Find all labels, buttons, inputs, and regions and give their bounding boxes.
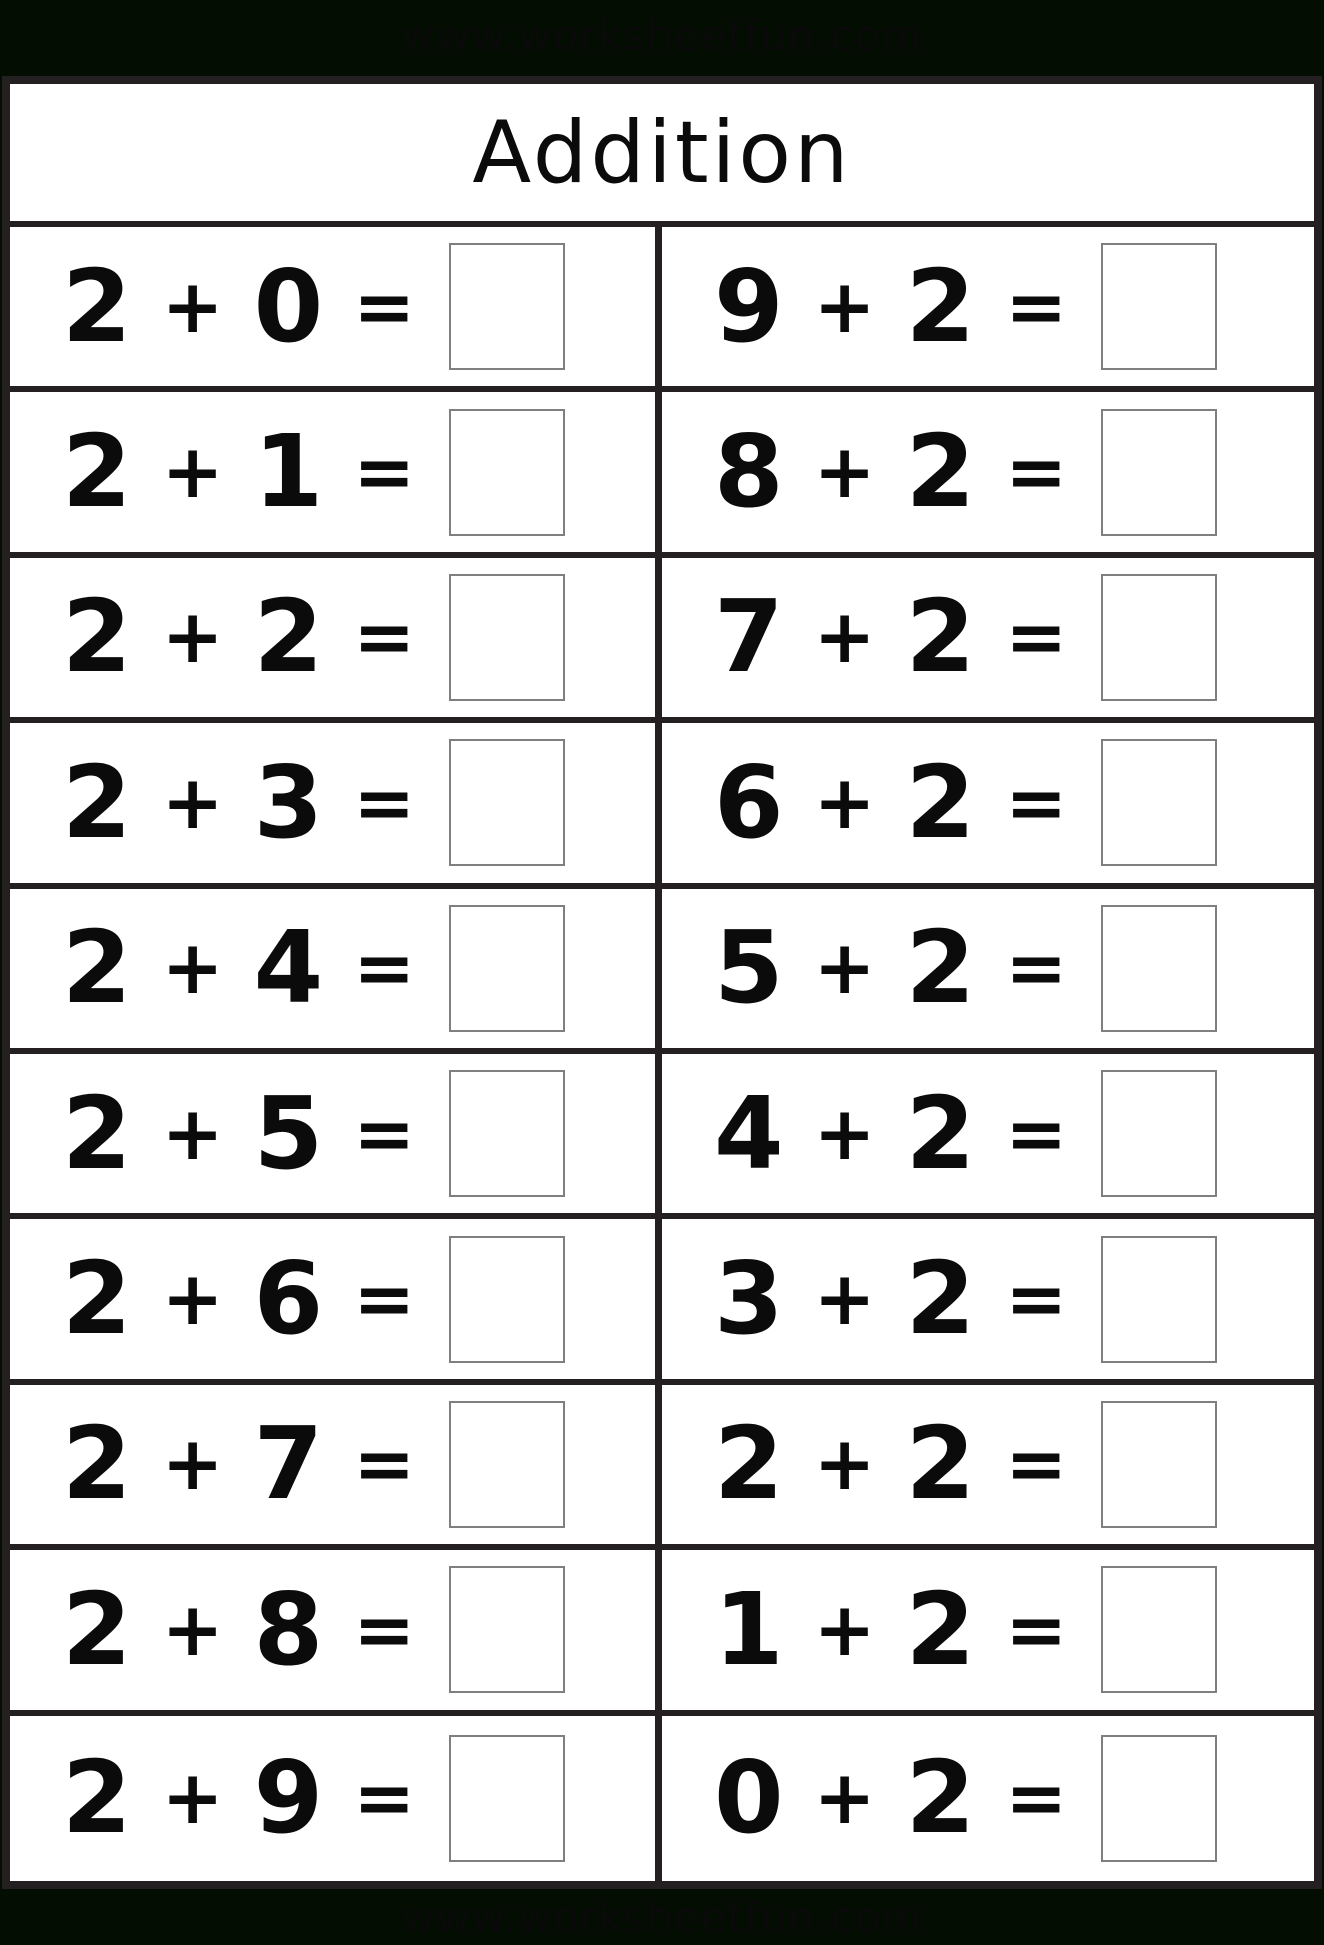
addend-1: 2 bbox=[714, 1405, 784, 1523]
addend-2: 1 bbox=[253, 413, 324, 531]
answer-box[interactable] bbox=[1101, 1566, 1217, 1693]
problem-cell-left-10 bbox=[10, 1716, 662, 1881]
worksheet-title: Addition bbox=[472, 102, 852, 203]
plus-sign: + bbox=[161, 1755, 224, 1842]
problem-cell-left-2 bbox=[10, 392, 662, 557]
equals-sign: = bbox=[1005, 1421, 1068, 1508]
answer-box[interactable] bbox=[449, 409, 565, 536]
addend-2: 2 bbox=[905, 247, 976, 365]
addend-1: 1 bbox=[714, 1570, 784, 1688]
answer-box[interactable] bbox=[449, 1070, 565, 1197]
addend-1: 2 bbox=[62, 1074, 132, 1192]
equals-sign: = bbox=[1005, 1586, 1068, 1673]
answer-box[interactable] bbox=[449, 1735, 565, 1862]
addend-2: 2 bbox=[905, 413, 976, 531]
addend-1: 5 bbox=[714, 909, 784, 1027]
equals-sign: = bbox=[1005, 594, 1068, 681]
plus-sign: + bbox=[813, 1090, 876, 1177]
addend-2: 2 bbox=[905, 1074, 976, 1192]
answer-box[interactable] bbox=[1101, 739, 1217, 866]
title-row bbox=[10, 84, 1314, 227]
equals-sign: = bbox=[353, 1256, 416, 1343]
equals-sign: = bbox=[353, 1586, 416, 1673]
addend-2: 2 bbox=[905, 1570, 976, 1688]
plus-sign: + bbox=[161, 1256, 224, 1343]
top-watermark-band bbox=[0, 0, 1324, 76]
addend-2: 7 bbox=[253, 1405, 324, 1523]
plus-sign: + bbox=[161, 1421, 224, 1508]
addend-1: 2 bbox=[62, 247, 132, 365]
problem-cell-right-3 bbox=[662, 558, 1314, 723]
addend-2: 0 bbox=[253, 247, 324, 365]
problem-cell-right-6 bbox=[662, 1054, 1314, 1219]
problem-cell-left-9 bbox=[10, 1550, 662, 1715]
addend-1: 2 bbox=[62, 1405, 132, 1523]
answer-box[interactable] bbox=[1101, 243, 1217, 370]
addend-2: 2 bbox=[905, 909, 976, 1027]
plus-sign: + bbox=[161, 263, 224, 350]
problem-cell-right-4 bbox=[662, 723, 1314, 888]
plus-sign: + bbox=[161, 429, 224, 516]
plus-sign: + bbox=[161, 1090, 224, 1177]
bottom-watermark-text: www.worksheetfun.com bbox=[401, 1892, 923, 1942]
addend-2: 2 bbox=[905, 743, 976, 861]
addend-1: 7 bbox=[714, 578, 784, 696]
addend-1: 3 bbox=[714, 1240, 784, 1358]
equals-sign: = bbox=[1005, 1090, 1068, 1177]
top-watermark-text: www.worksheetfun.com bbox=[401, 10, 923, 60]
problem-cell-right-8 bbox=[662, 1385, 1314, 1550]
addend-2: 8 bbox=[253, 1570, 324, 1688]
addend-1: 2 bbox=[62, 743, 132, 861]
addend-1: 2 bbox=[62, 1570, 132, 1688]
equals-sign: = bbox=[353, 925, 416, 1012]
addend-1: 8 bbox=[714, 413, 784, 531]
problem-cell-right-5 bbox=[662, 889, 1314, 1054]
plus-sign: + bbox=[813, 429, 876, 516]
addend-1: 2 bbox=[62, 1240, 132, 1358]
answer-box[interactable] bbox=[1101, 574, 1217, 701]
problem-cell-left-4 bbox=[10, 723, 662, 888]
plus-sign: + bbox=[813, 1755, 876, 1842]
addend-2: 5 bbox=[253, 1074, 324, 1192]
addend-2: 2 bbox=[905, 1739, 976, 1857]
addend-1: 2 bbox=[62, 1739, 132, 1857]
equals-sign: = bbox=[353, 429, 416, 516]
addend-2: 2 bbox=[253, 578, 324, 696]
addend-1: 6 bbox=[714, 743, 784, 861]
addend-2: 2 bbox=[905, 1405, 976, 1523]
equals-sign: = bbox=[1005, 429, 1068, 516]
problem-cell-right-10 bbox=[662, 1716, 1314, 1881]
problems-grid bbox=[10, 227, 1314, 1881]
problem-cell-left-3 bbox=[10, 558, 662, 723]
addend-2: 4 bbox=[253, 909, 324, 1027]
equals-sign: = bbox=[353, 594, 416, 681]
answer-box[interactable] bbox=[1101, 1070, 1217, 1197]
answer-box[interactable] bbox=[449, 574, 565, 701]
equals-sign: = bbox=[1005, 263, 1068, 350]
answer-box[interactable] bbox=[449, 1566, 565, 1693]
addend-2: 2 bbox=[905, 578, 976, 696]
addend-1: 2 bbox=[62, 578, 132, 696]
problem-cell-left-7 bbox=[10, 1219, 662, 1384]
plus-sign: + bbox=[813, 759, 876, 846]
problem-cell-left-1 bbox=[10, 227, 662, 392]
plus-sign: + bbox=[813, 263, 876, 350]
addend-1: 2 bbox=[62, 413, 132, 531]
equals-sign: = bbox=[353, 263, 416, 350]
plus-sign: + bbox=[813, 1421, 876, 1508]
equals-sign: = bbox=[1005, 1256, 1068, 1343]
answer-box[interactable] bbox=[449, 1236, 565, 1363]
answer-box[interactable] bbox=[449, 905, 565, 1032]
addend-1: 0 bbox=[714, 1739, 784, 1857]
equals-sign: = bbox=[1005, 1755, 1068, 1842]
answer-box[interactable] bbox=[449, 1401, 565, 1528]
equals-sign: = bbox=[353, 1090, 416, 1177]
addend-1: 2 bbox=[62, 909, 132, 1027]
answer-box[interactable] bbox=[1101, 1735, 1217, 1862]
problem-cell-left-6 bbox=[10, 1054, 662, 1219]
problem-cell-left-5 bbox=[10, 889, 662, 1054]
plus-sign: + bbox=[161, 594, 224, 681]
answer-box[interactable] bbox=[1101, 409, 1217, 536]
equals-sign: = bbox=[353, 1421, 416, 1508]
addend-2: 9 bbox=[253, 1739, 324, 1857]
equals-sign: = bbox=[1005, 759, 1068, 846]
answer-box[interactable] bbox=[1101, 1401, 1217, 1528]
equals-sign: = bbox=[353, 1755, 416, 1842]
addend-1: 4 bbox=[714, 1074, 784, 1192]
answer-box[interactable] bbox=[1101, 905, 1217, 1032]
plus-sign: + bbox=[813, 1256, 876, 1343]
plus-sign: + bbox=[813, 594, 876, 681]
problem-cell-right-2 bbox=[662, 392, 1314, 557]
plus-sign: + bbox=[813, 925, 876, 1012]
problem-cell-right-7 bbox=[662, 1219, 1314, 1384]
answer-box[interactable] bbox=[449, 243, 565, 370]
answer-box[interactable] bbox=[449, 739, 565, 866]
addend-1: 9 bbox=[714, 247, 784, 365]
addend-2: 6 bbox=[253, 1240, 324, 1358]
problem-cell-left-8 bbox=[10, 1385, 662, 1550]
worksheet bbox=[2, 76, 1322, 1889]
equals-sign: = bbox=[353, 759, 416, 846]
addend-2: 3 bbox=[253, 743, 324, 861]
problem-cell-right-1 bbox=[662, 227, 1314, 392]
addend-2: 2 bbox=[905, 1240, 976, 1358]
answer-box[interactable] bbox=[1101, 1236, 1217, 1363]
bottom-watermark-band bbox=[0, 1889, 1324, 1945]
plus-sign: + bbox=[161, 925, 224, 1012]
plus-sign: + bbox=[161, 759, 224, 846]
plus-sign: + bbox=[813, 1586, 876, 1673]
equals-sign: = bbox=[1005, 925, 1068, 1012]
problem-cell-right-9 bbox=[662, 1550, 1314, 1715]
plus-sign: + bbox=[161, 1586, 224, 1673]
